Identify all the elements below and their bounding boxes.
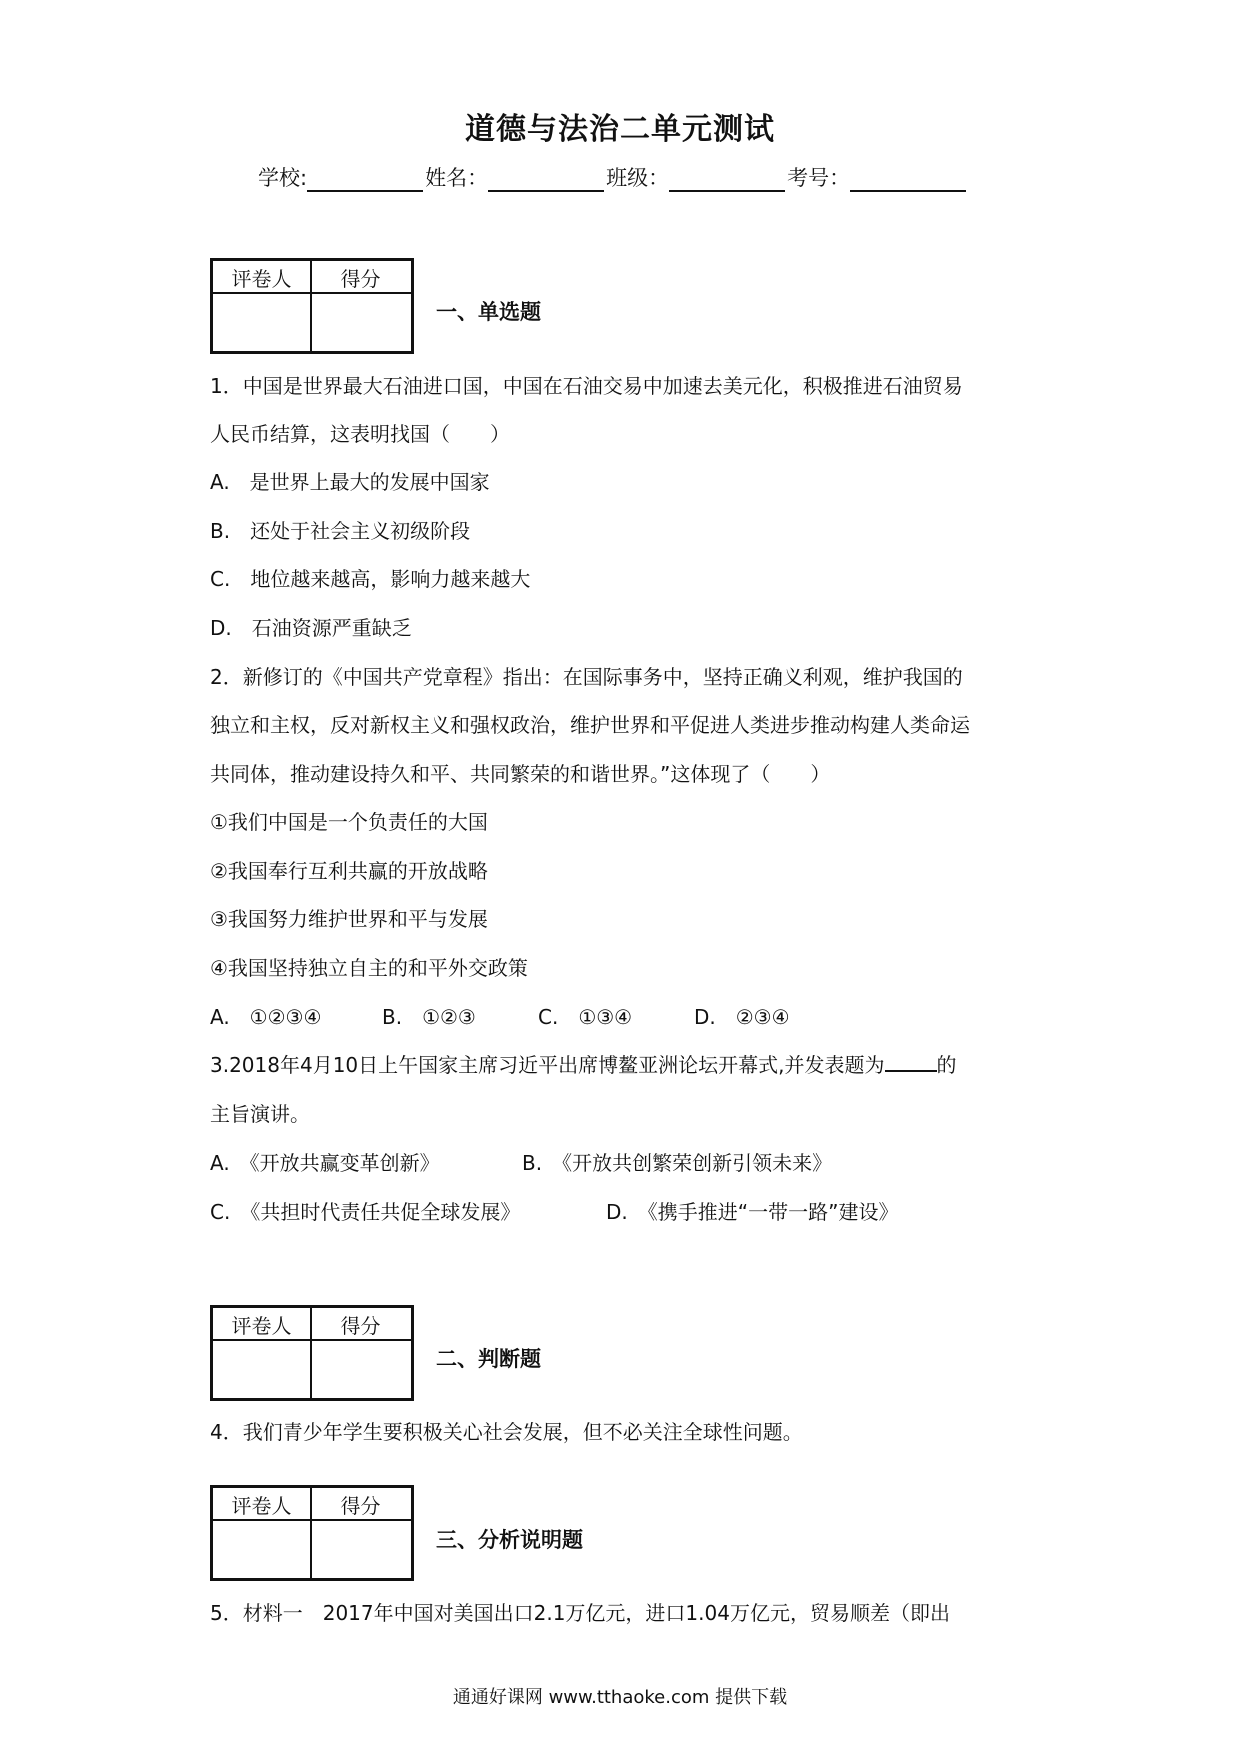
answer-option[interactable]: B. ①②③ — [382, 1005, 476, 1029]
section-heading-single-choice: 一、单选题 — [436, 300, 541, 324]
score-header: 得分 — [340, 1314, 381, 1338]
score-header: 得分 — [340, 1494, 381, 1518]
grader-header: 评卷人 — [231, 1314, 292, 1338]
name-blank[interactable] — [488, 168, 604, 192]
score-box — [210, 1485, 414, 1581]
footer-source: 通通好课网 www.tthaoke.com 提供下载 — [452, 1687, 788, 1708]
question-text-part: 3.2018年4月10日上午国家主席习近平出席博鳌亚洲论坛开幕式,并发表题为 — [210, 1053, 885, 1077]
section-heading-analysis: 三、分析说明题 — [436, 1528, 583, 1552]
fill-blank[interactable] — [885, 1052, 937, 1072]
statement-item: ③我国努力维护世界和平与发展 — [210, 907, 488, 931]
statement-item: ④我国坚持独立自主的和平外交政策 — [210, 956, 528, 980]
question-text-part: 的 — [936, 1053, 957, 1077]
answer-option[interactable]: C. 地位越来越高，影响力越来越大 — [210, 567, 531, 591]
question-text: 人民币结算，这表明找国（ ） — [210, 422, 510, 446]
score-box — [210, 258, 414, 354]
section-heading-true-false: 二、判断题 — [436, 1347, 541, 1371]
exam-no-blank[interactable] — [850, 168, 966, 192]
score-header: 得分 — [340, 267, 381, 291]
options-row — [210, 1147, 1030, 1177]
grader-header: 评卷人 — [231, 1494, 292, 1518]
answer-option[interactable]: A. 《开放共赢变革创新》 — [210, 1151, 440, 1175]
student-info-line — [258, 162, 968, 192]
answer-option[interactable]: A. 是世界上最大的发展中国家 — [210, 470, 490, 494]
score-box — [210, 1305, 414, 1401]
statement-item: ①我们中国是一个负责任的大国 — [210, 810, 488, 834]
question-text: 独立和主权，反对新权主义和强权政治，维护世界和平促进人类进步推动构建人类命运 — [210, 713, 970, 737]
options-row — [210, 1196, 1030, 1226]
question-text — [210, 1049, 957, 1078]
answer-option[interactable]: D. 石油资源严重缺乏 — [210, 616, 412, 640]
school-label: 学校: — [258, 166, 308, 190]
answer-option[interactable]: D. 《携手推进“一带一路”建设》 — [606, 1200, 899, 1224]
answer-option[interactable]: C. 《共担时代责任共促全球发展》 — [210, 1200, 521, 1224]
class-blank[interactable] — [669, 168, 785, 192]
question-text: 4．我们青少年学生要积极关心社会发展，但不必关注全球性问题。 — [210, 1420, 803, 1444]
answer-option[interactable]: B. 《开放共创繁荣创新引领未来》 — [522, 1151, 833, 1175]
answer-option[interactable]: A. ①②③④ — [210, 1005, 322, 1029]
question-text: 2．新修订的《中国共产党章程》指出：在国际事务中，坚持正确义利观，维护我国的 — [210, 665, 963, 689]
answer-option[interactable]: D. ②③④ — [694, 1005, 790, 1029]
answer-option[interactable]: C. ①③④ — [538, 1005, 633, 1029]
exam-no-label: 考号： — [787, 166, 851, 190]
school-blank[interactable] — [307, 168, 423, 192]
class-label: 班级： — [606, 166, 670, 190]
question-text: 1．中国是世界最大石油进口国，中国在石油交易中加速去美元化，积极推进石油贸易 — [210, 374, 963, 398]
statement-item: ②我国奉行互利共赢的开放战略 — [210, 859, 488, 883]
answer-option[interactable]: B. 还处于社会主义初级阶段 — [210, 519, 471, 543]
options-row — [210, 1001, 1030, 1031]
name-label: 姓名： — [425, 166, 489, 190]
question-text: 共同体，推动建设持久和平、共同繁荣的和谐世界。”这体现了（ ） — [210, 762, 831, 786]
page-title: 道德与法治二单元测试 — [465, 112, 775, 147]
grader-header: 评卷人 — [231, 267, 292, 291]
question-text: 5．材料一 2017年中国对美国出口2.1万亿元，进口1.04万亿元，贸易顺差（即出 — [210, 1601, 950, 1625]
question-text: 主旨演讲。 — [210, 1102, 310, 1126]
